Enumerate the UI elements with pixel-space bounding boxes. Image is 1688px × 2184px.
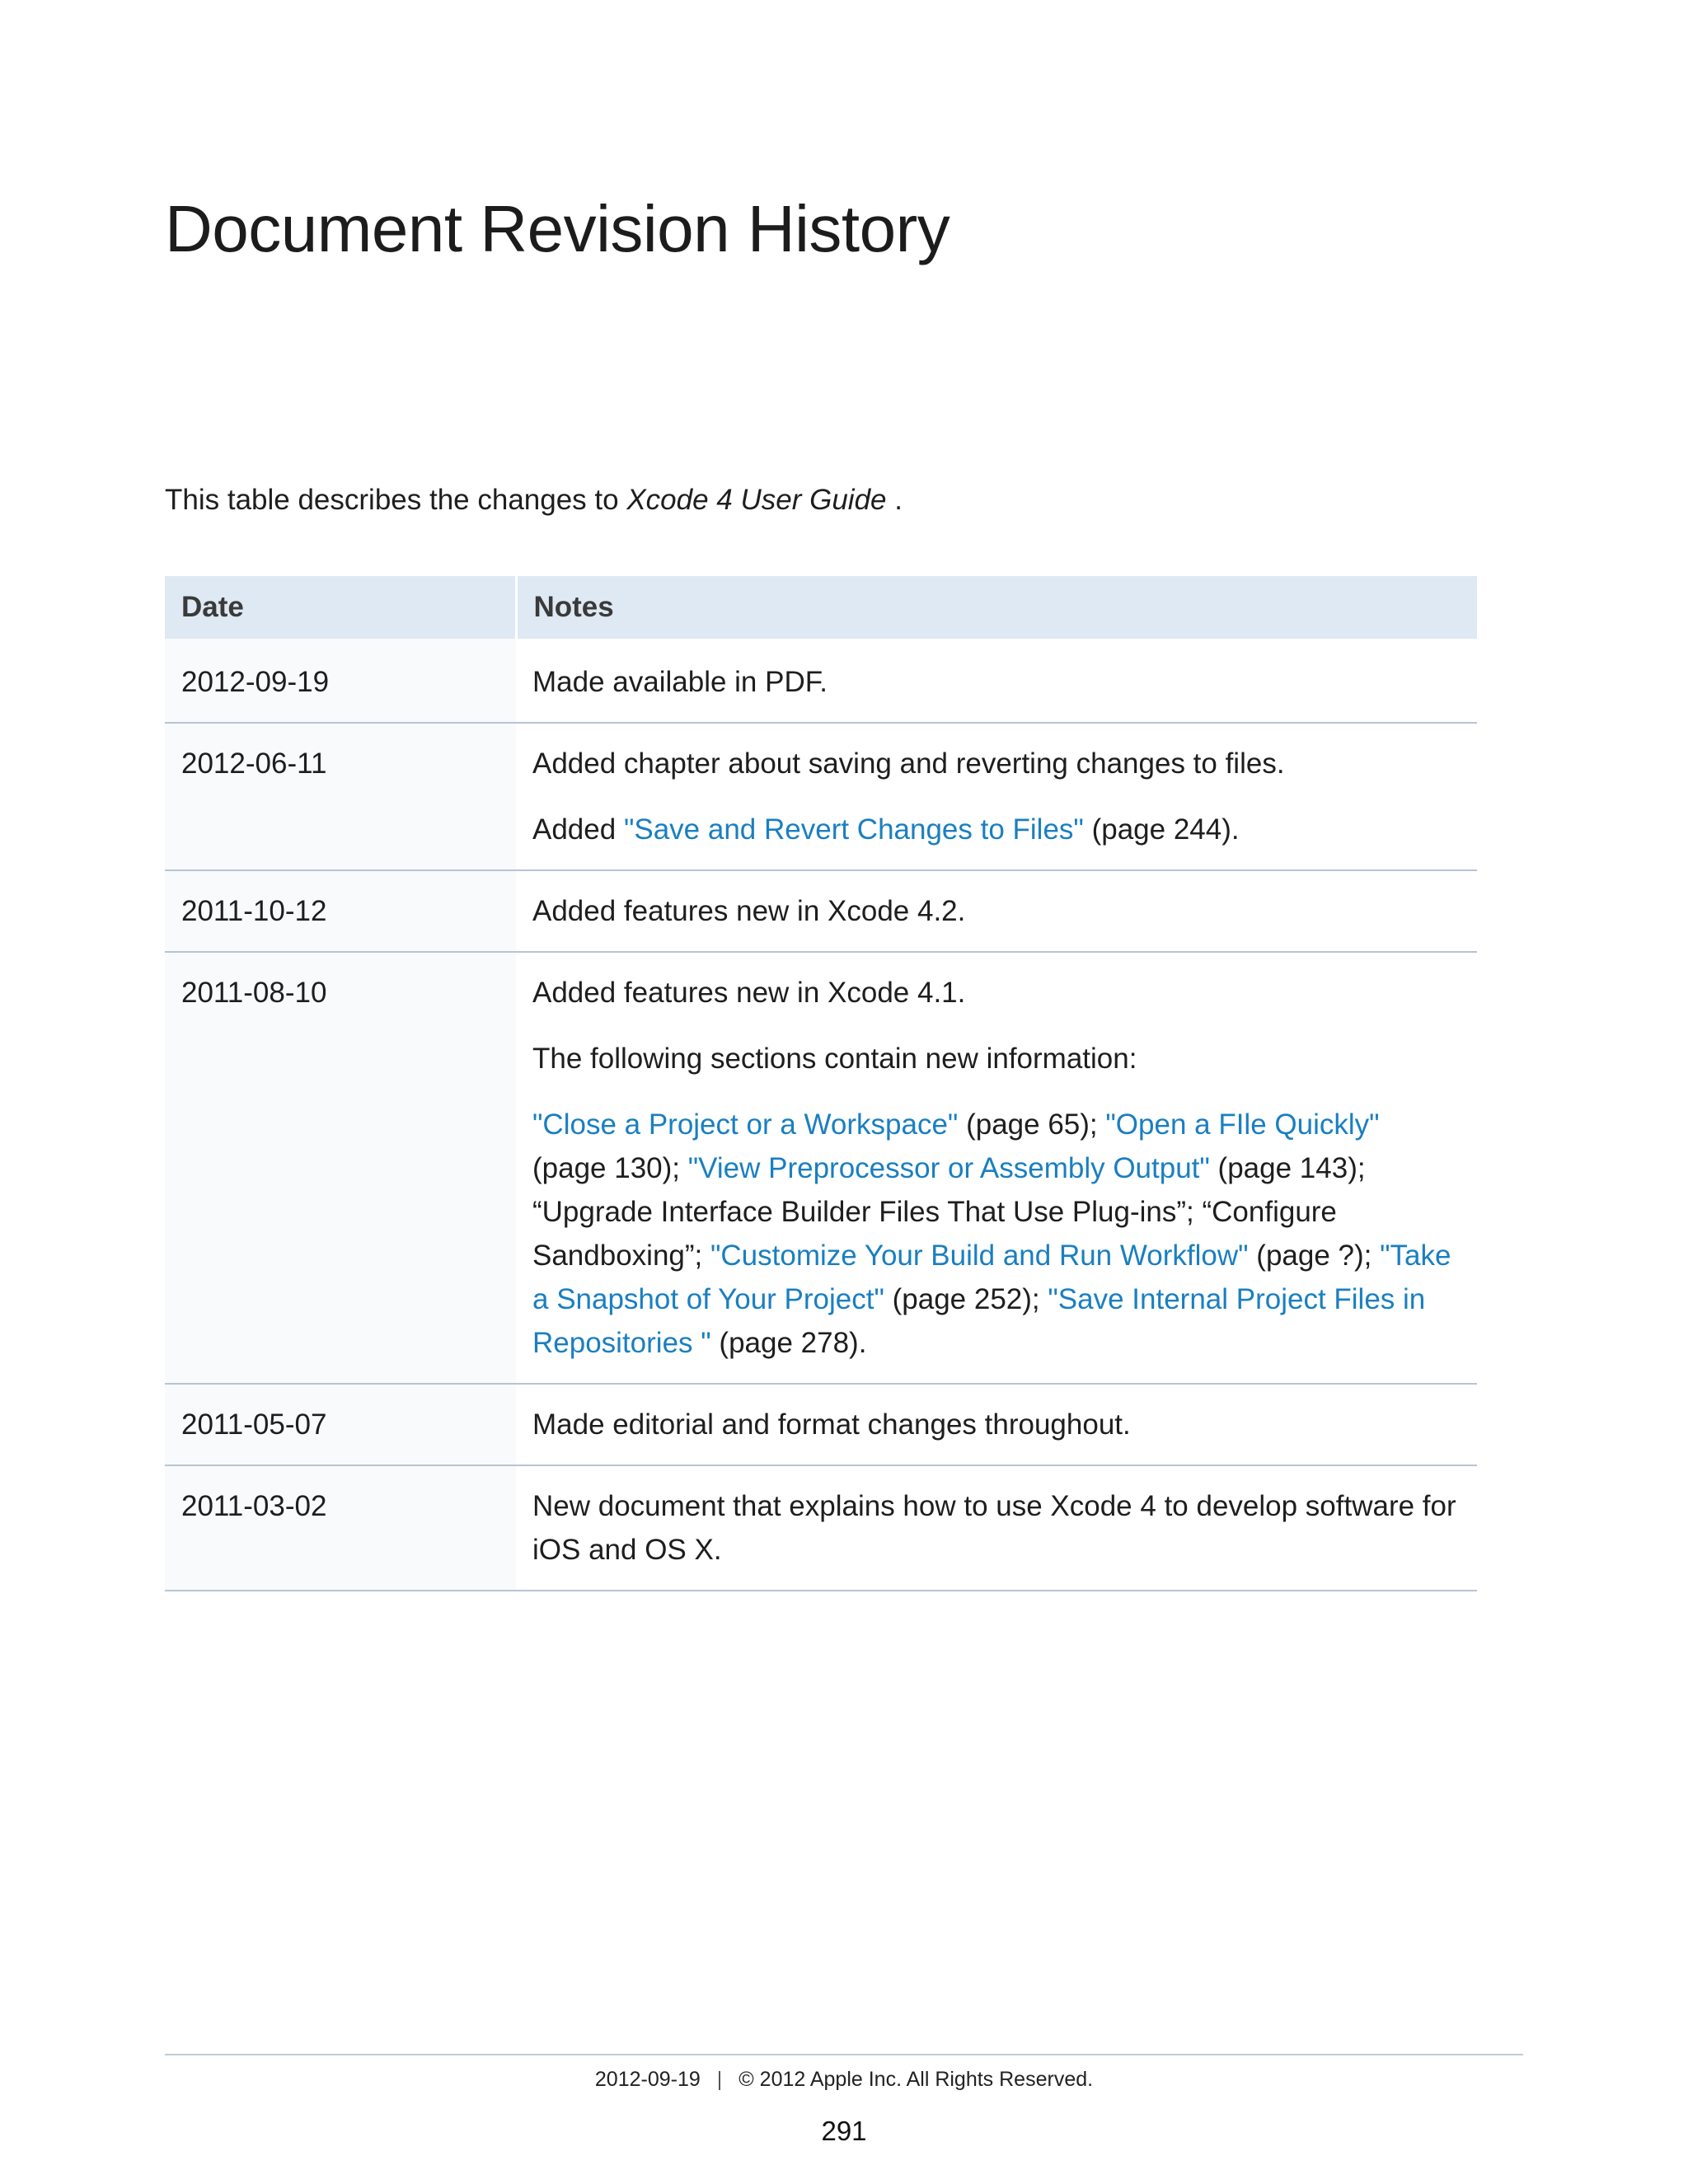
row-date: 2011-05-07	[165, 1384, 516, 1465]
table-header-row	[165, 576, 1477, 639]
note-text: (page 252);	[884, 1283, 1048, 1315]
note-paragraph: Made available in PDF.	[532, 666, 828, 698]
table-row	[165, 870, 1477, 952]
row-date: 2011-10-12	[165, 870, 516, 952]
link-close-project-or-workspace[interactable]: "Close a Project or a Workspace"	[532, 1108, 959, 1141]
intro-book-title: Xcode 4 User Guide	[626, 484, 887, 516]
footer	[0, 2068, 1688, 2092]
page-number: 291	[821, 2116, 867, 2146]
row-notes	[516, 1465, 1477, 1591]
note-text: (page 244).	[1083, 813, 1240, 846]
footer-divider	[165, 2054, 1523, 2055]
footer-separator: |	[716, 2068, 723, 2091]
row-date: 2011-03-02	[165, 1465, 516, 1591]
row-date: 2012-09-19	[165, 639, 516, 723]
row-date: 2012-06-11	[165, 723, 516, 870]
note-paragraph: Added features new in Xcode 4.2.	[532, 895, 966, 927]
note-paragraph	[532, 808, 1461, 851]
row-notes	[516, 952, 1477, 1384]
link-take-a-snapshot[interactable]: "Take a Snapshot of Your Project"	[532, 1240, 1451, 1315]
note-paragraph	[532, 1103, 1461, 1365]
row-notes	[516, 870, 1477, 952]
note-text: (page 65);	[958, 1108, 1106, 1141]
table-row	[165, 723, 1477, 870]
intro-suffix: .	[886, 484, 903, 516]
link-customize-build-and-run-workflow[interactable]: "Customize Your Build and Run Workflow"	[710, 1240, 1249, 1272]
note-paragraph: The following sections contain new information:	[532, 1043, 1137, 1075]
link-save-internal-project-files[interactable]: "Save Internal Project Files in Repositories "	[532, 1283, 1426, 1359]
table-row	[165, 1384, 1477, 1465]
table-row	[165, 639, 1477, 723]
footer-copyright: © 2012 Apple Inc. All Rights Reserved.	[738, 2068, 1094, 2091]
note-text: (page 143); “Upgrade Interface Builder Files That Use Plug-ins”; “Configure Sandboxing”;	[532, 1152, 1366, 1272]
intro-text	[165, 484, 903, 517]
table-row	[165, 952, 1477, 1384]
row-date: 2011-08-10	[165, 952, 516, 1384]
note-text: Added	[532, 813, 624, 846]
note-paragraph: Added chapter about saving and reverting changes to files.	[532, 748, 1285, 780]
link-view-preprocessor-output[interactable]: "View Preprocessor or Assembly Output"	[687, 1152, 1210, 1184]
note-paragraph: Added features new in Xcode 4.1.	[532, 977, 966, 1009]
link-save-and-revert-changes[interactable]: "Save and Revert Changes to Files"	[623, 813, 1084, 846]
header-date: Date	[165, 576, 516, 639]
revision-table	[165, 576, 1477, 1591]
note-text: (page ?);	[1248, 1240, 1381, 1272]
footer-date: 2012-09-19	[594, 2068, 701, 2091]
note-text: (page 130);	[532, 1152, 688, 1184]
page-title: Document Revision History	[165, 192, 950, 265]
header-notes: Notes	[516, 576, 1477, 639]
row-notes	[516, 639, 1477, 723]
table-row	[165, 1465, 1477, 1591]
link-open-file-quickly[interactable]: "Open a FIle Quickly"	[1105, 1108, 1380, 1141]
note-paragraph: Made editorial and format changes throughout.	[532, 1408, 1131, 1441]
row-notes	[516, 723, 1477, 870]
row-notes	[516, 1384, 1477, 1465]
note-text: (page 278).	[710, 1327, 867, 1359]
note-paragraph: New document that explains how to use Xcode 4 to develop software for iOS and OS X.	[532, 1490, 1456, 1566]
intro-prefix: This table describes the changes to	[165, 484, 627, 516]
